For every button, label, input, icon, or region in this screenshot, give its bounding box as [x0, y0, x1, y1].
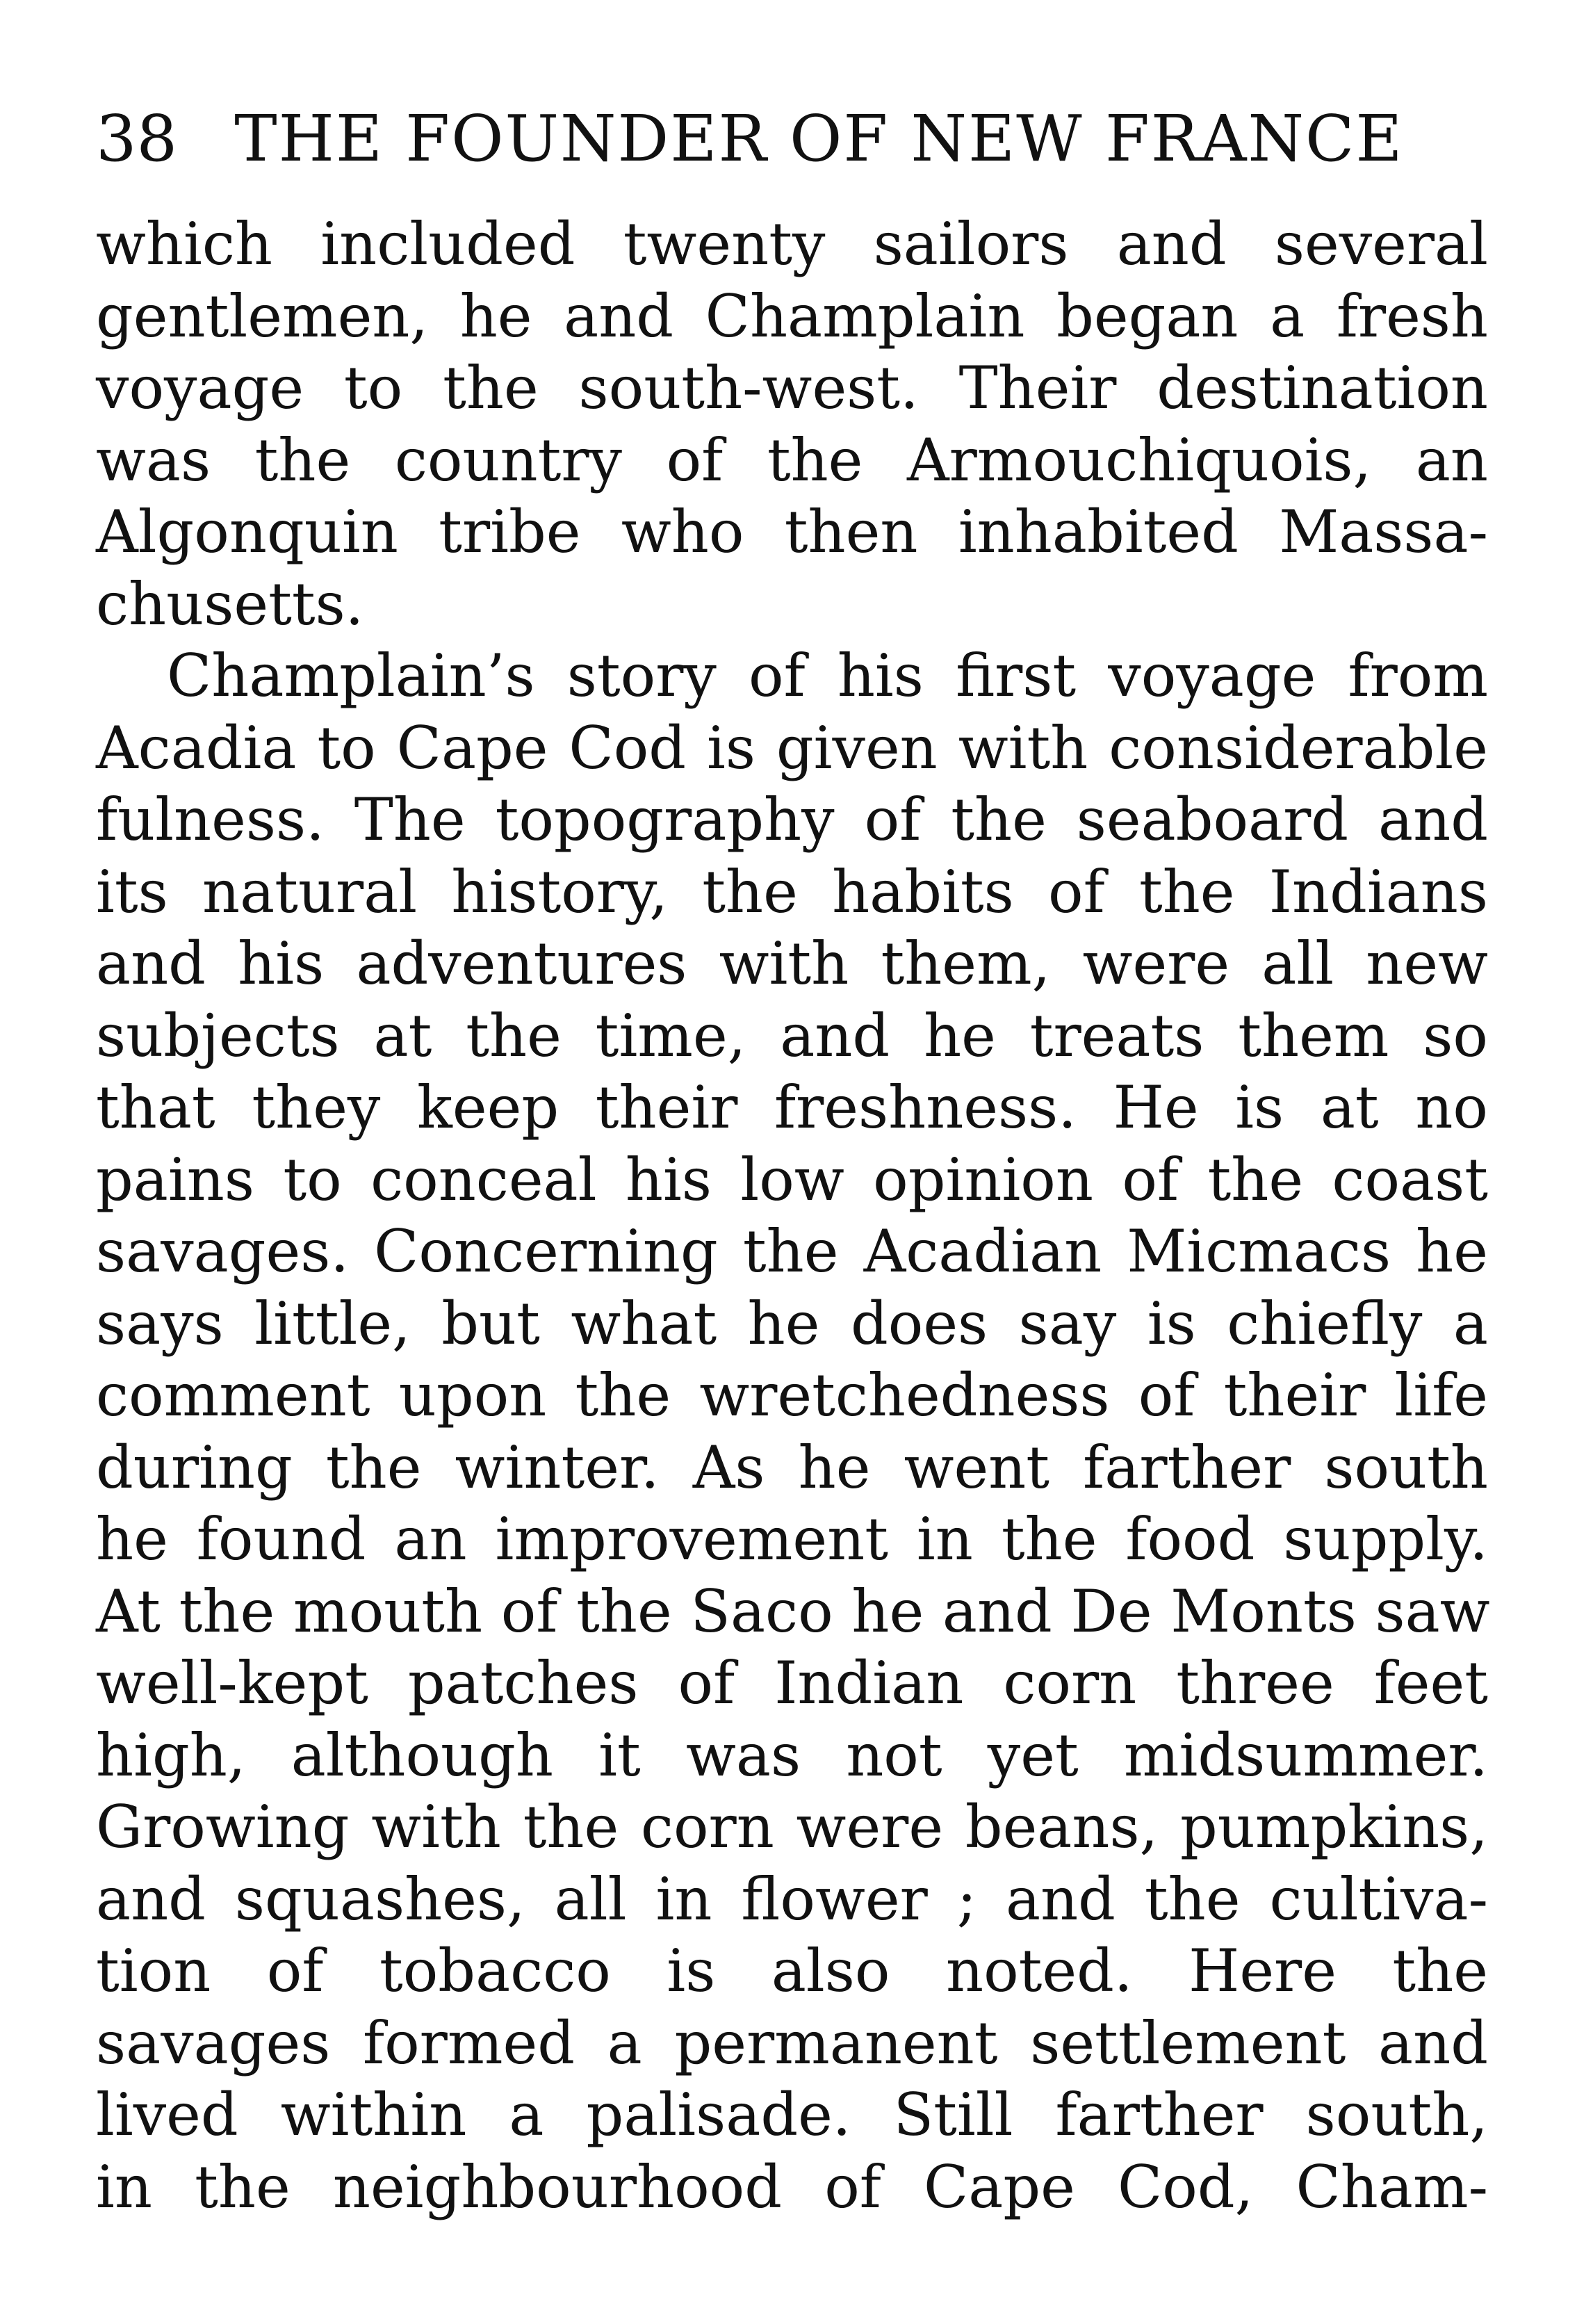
text-line: lived within a palisade. Still farther south, [96, 2081, 1488, 2149]
text-line: comment upon the wretchedness of their life [96, 1361, 1488, 1429]
page-header [96, 97, 1486, 181]
text-line: At the mouth of the Saco he and De Monts saw [96, 1577, 1490, 1646]
text-line: tion of tobacco is also noted. Here the [96, 1937, 1488, 2005]
text-line: Acadia to Cape Cod is given with considerable [96, 713, 1488, 782]
text-line: in the neighbourhood of Cape Cod, Cham- [96, 2152, 1488, 2221]
text-line: its natural history, the habits of the Indians [96, 857, 1488, 926]
text-line: Champlain’s story of his first voyage from [167, 642, 1488, 710]
text-line: savages formed a permanent settlement and [96, 2008, 1488, 2077]
text-line: Growing with the corn were beans, pumpkins, [96, 1793, 1488, 1861]
text-line: that they keep their freshness. He is at no [96, 1073, 1488, 1141]
body-text [96, 209, 1488, 2223]
text-line: says little, but what he does say is chiefly a [96, 1289, 1488, 1358]
text-line: subjects at the time, and he treats them so [96, 1001, 1488, 1070]
text-line: high, although it was not yet midsummer. [96, 1721, 1488, 1789]
text-line: which included twenty sailors and several [96, 210, 1488, 278]
text-line: chusetts. [96, 569, 364, 638]
running-head: THE FOUNDER OF NEW FRANCE [234, 101, 1404, 176]
text-line: savages. Concerning the Acadian Micmacs he [96, 1217, 1488, 1285]
page-number: 38 [96, 101, 178, 176]
text-line: during the winter. As he went farther south [96, 1433, 1488, 1502]
text-line: and squashes, all in flower ; and the cultiva- [96, 1864, 1488, 1933]
text-line: he found an improvement in the food supply. [96, 1505, 1488, 1573]
text-line: and his adventures with them, were all new [96, 929, 1488, 998]
text-line: was the country of the Armouchiquois, an [96, 425, 1488, 494]
text-line: pains to conceal his low opinion of the coast [96, 1145, 1488, 1214]
text-line: well-kept patches of Indian corn three feet [96, 1649, 1488, 1717]
text-line: gentlemen, he and Champlain began a fresh [96, 282, 1488, 350]
text-line: voyage to the south-west. Their destination [96, 354, 1488, 422]
text-line: fulness. The topography of the seaboard and [96, 786, 1488, 854]
text-line: Algonquin tribe who then inhabited Massa- [96, 498, 1488, 566]
